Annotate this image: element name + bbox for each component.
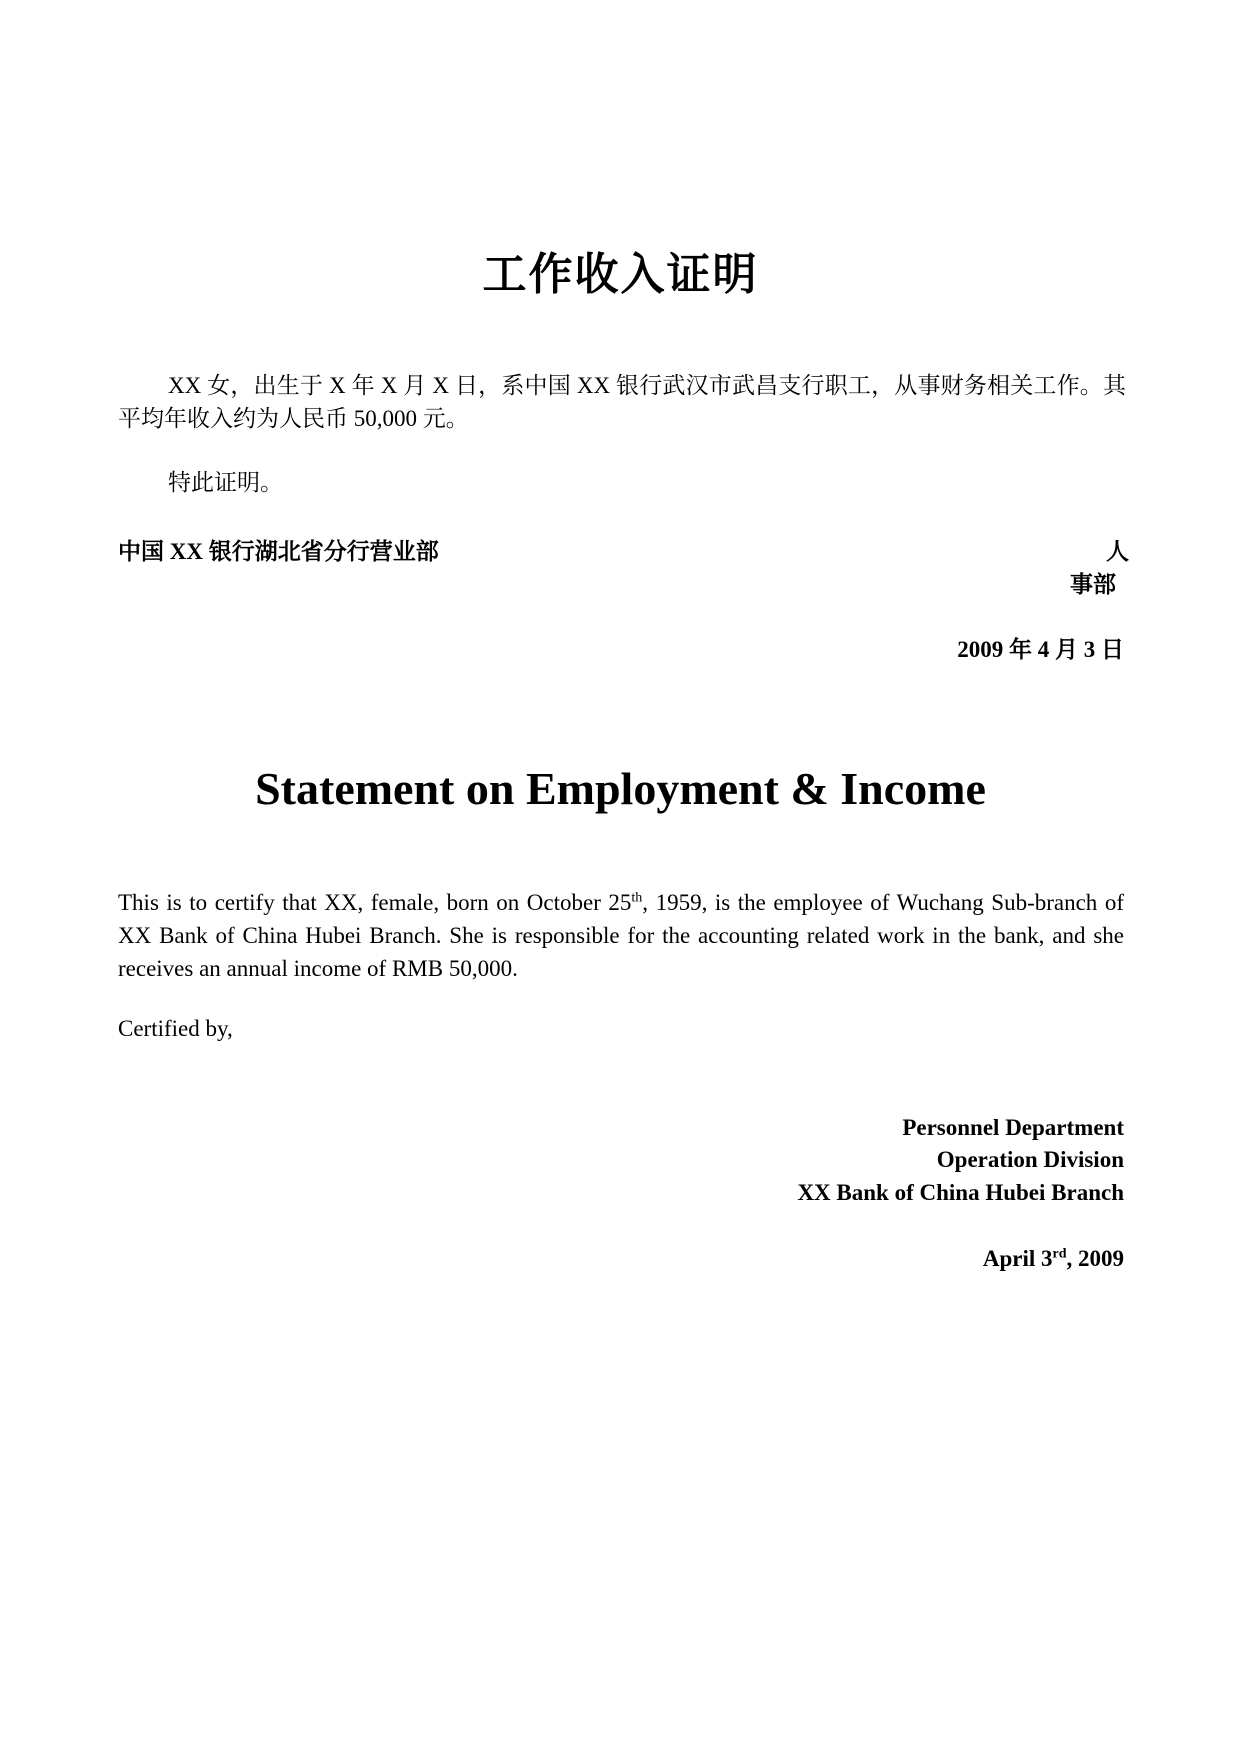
english-paragraph-part-1: This is to certify that XX, female, born on October 25 (118, 890, 632, 915)
chinese-paragraph-certify: 特此证明。 (168, 470, 283, 495)
chinese-department-line-1: 人 (1106, 539, 1129, 564)
english-paragraph (118, 886, 1124, 985)
english-date-part-2: , 2009 (1066, 1246, 1124, 1271)
chinese-paragraph-income: XX 女，出生于 X 年 X 月 X 日，系中国 XX 银行武汉市武昌支行职工，从事财务相关工作。其平均年收入约为人民币 50,000 元。 (118, 373, 1126, 431)
chinese-date: 2009 年 4 月 3 日 (957, 637, 1124, 662)
english-title: Statement on Employment & Income (255, 763, 986, 814)
signature-department: Personnel Department (902, 1115, 1124, 1140)
chinese-issuing-organization: 中国 XX 银行湖北省分行营业部 (118, 539, 439, 564)
signature-division: Operation Division (936, 1147, 1124, 1172)
english-certified-by: Certified by, (118, 1016, 233, 1041)
chinese-title: 工作收入证明 (482, 250, 759, 299)
english-date (983, 1246, 1124, 1272)
ordinal-suffix-th: th (631, 890, 643, 906)
signature-bank: XX Bank of China Hubei Branch (797, 1180, 1124, 1205)
english-paragraph-part-2: , 1959, is the employee of Wuchang Sub-branch of XX Bank of China Hubei Branch. She is responsible for the accounting related work in the bank, and she receives an annual income of RMB 50,000. (118, 890, 1124, 981)
chinese-department-line-2: 事部 (1070, 572, 1116, 597)
english-date-part-1: April 3 (982, 1246, 1053, 1271)
ordinal-suffix-rd: rd (1052, 1246, 1067, 1262)
